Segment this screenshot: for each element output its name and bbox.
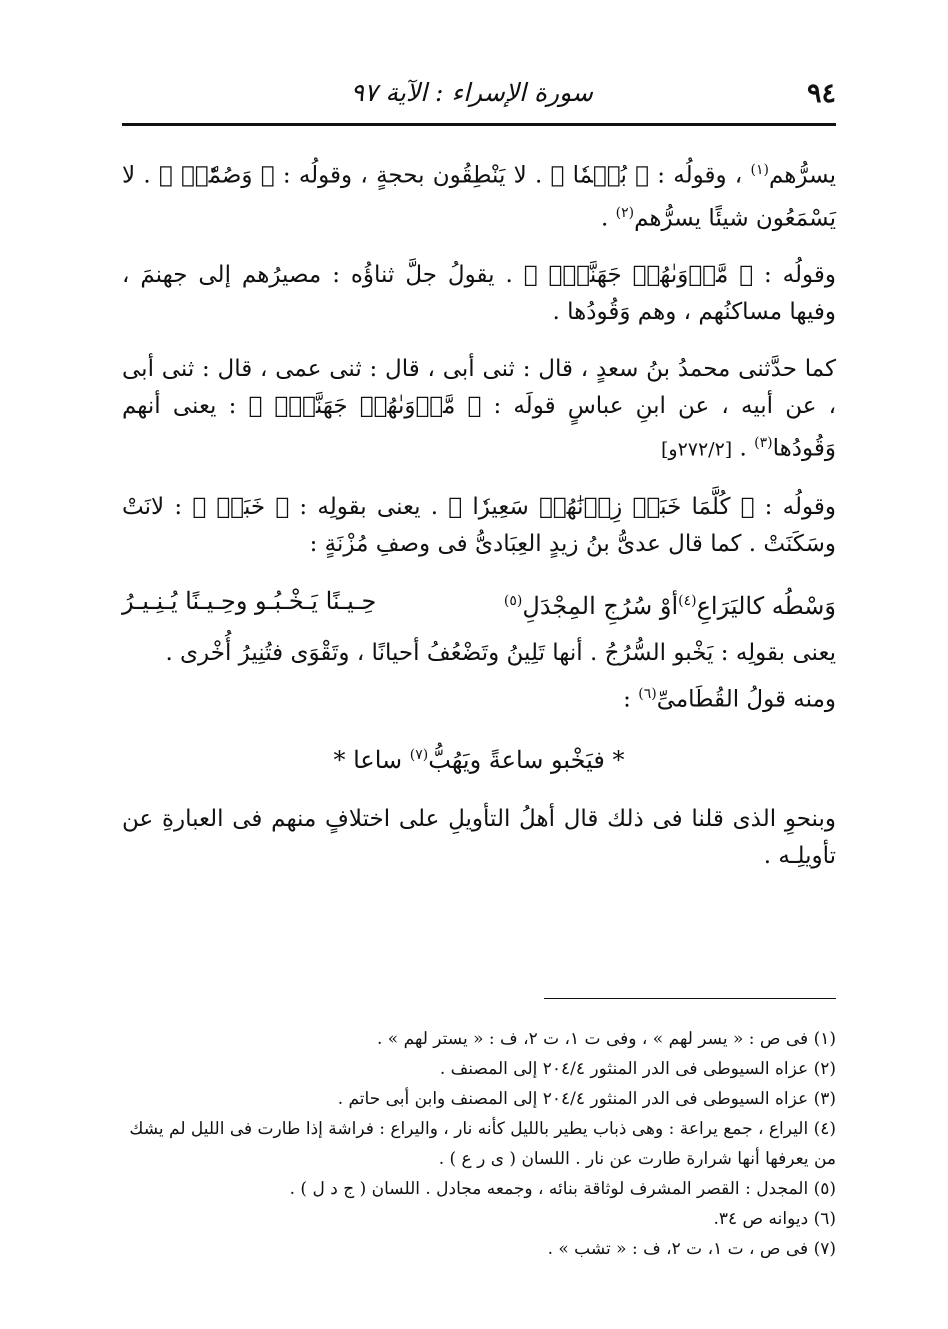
half-verse-end: ساعا * xyxy=(333,745,403,774)
footnote-ref-5: (٥) xyxy=(503,592,523,609)
verse-first-hemistich xyxy=(504,583,836,625)
footnote-ref-1: (١) xyxy=(750,162,769,178)
half-verse-start: * فيَخْبو ساعةً ويَهُبُّ xyxy=(428,745,625,774)
footnote-7: (٧) فى ص ، ت ١، ت ٢، ف : « تشب » . xyxy=(547,1239,836,1259)
paragraph-1-start: يسرُّهم xyxy=(768,162,837,189)
footnote-ref-7: (٧) xyxy=(409,746,429,763)
manuscript-reference: [٢٧٢/٢و] xyxy=(660,438,733,461)
paragraph-2: وقولُه : ﴿ مَّأۡوَىٰهُمۡ جَهَنَّمُۖ ﴾ . يقولُ جلَّ ثناؤُه : مصيرُهم إلى جهنمَ ، وفيها مساكنُهم ، وهم وَقُودُها . xyxy=(122,262,836,326)
running-header xyxy=(122,70,836,118)
verse-line xyxy=(122,583,836,625)
paragraph-1 xyxy=(122,152,836,237)
footnote-ref-2: (٢) xyxy=(615,204,635,221)
footnote-ref-4: (٤) xyxy=(678,592,697,609)
paragraph-3-end: . xyxy=(739,435,747,462)
header-title: سورة الإسراء : الآية ٩٧ xyxy=(350,78,593,107)
paragraph-7: وبنحوِ الذى قلنا فى ذلك قال أهلُ التأويلِ على اختلافٍ منهم فى العبارةِ عن تأويلِـه . xyxy=(122,805,836,869)
footnote-1: (١) فى ص : « يسر لهم » ، وفى ت ١، ت ٢، ف : « يستر لهم » . xyxy=(376,1029,836,1049)
footnote-6: (٦) ديوانه ص ٣٤. xyxy=(713,1209,836,1229)
verse-second-hemistich: حِـيـنًا يَـخْـبُـو وحِـيـنًا يُـنِـيـرُ xyxy=(122,586,377,615)
header-rule xyxy=(122,123,836,126)
paragraph-3 xyxy=(122,351,836,469)
footnote-3: (٣) عزاه السيوطى فى الدر المنثور ٢٠٤/٤ إلى المصنف وابن أبى حاتم . xyxy=(337,1089,836,1109)
footnote-4: (٤) اليراع ، جمع يراعة : وهى ذباب يطير بالليل كأنه نار ، واليراع : فراشة إذا طارت فى الليل لم يشك من يعرفها أنها شرارة طارت عن نار . اللسان ( ى ر ع ) . xyxy=(129,1119,836,1169)
footnote-ref-6: (٦) xyxy=(638,685,657,702)
footnote-ref-3: (٣) xyxy=(754,435,773,452)
paragraph-1-end: . xyxy=(600,205,609,232)
paragraph-1-middle: ، وقولُه : ﴿ بُكۡمٗا ﴾ . لا يَنْطِقُون بحجةٍ ، وقولُه : ﴿ وَصُمّٗاۖ ﴾ . لا يَسْمَعُون شيئًا يسرُّهم xyxy=(122,162,836,232)
footnotes-separator xyxy=(544,998,836,999)
footnote-2: (٢) عزاه السيوطى فى الدر المنثور ٢٠٤/٤ إلى المصنف . xyxy=(439,1059,836,1079)
footnote-5: (٥) المجدل : القصر المشرف لوثاقة بنائه ، وجمعه مجادل . اللسان ( ج د ل ) . xyxy=(289,1179,836,1199)
paragraph-4: وقولُه : ﴿ كُلَّمَا خَبَتۡ زِدۡنَٰهُمۡ سَعِيرٗا ﴾ . يعنى بقولِه : ﴿ خَبَتۡ ﴾ : لانَتْ وسَكَنَتْ . كما قال عدىُّ بنُ زيدٍ العِبَادىُّ فى وصفِ مُزْنَةٍ : xyxy=(122,493,836,557)
paragraph-6-colon: : xyxy=(623,686,631,713)
page-number: ٩٤ xyxy=(806,78,836,109)
verse-part-2: أوْ سُرُجِ المِجْدَلِ xyxy=(522,591,679,620)
half-verse xyxy=(122,737,836,779)
paragraph-3-text: كما حدَّثنى محمدُ بنُ سعدٍ ، قال : ثنى أبى ، قال : ثنى عمى ، قال : ثنى أبى ، عن أبيه ، عن ابنِ عباسٍ قولَه : ﴿ مَّأۡوَىٰهُمۡ جَهَنَّمُۖ ﴾ : يعنى أنهم وَقُودُها xyxy=(122,356,836,462)
footnotes xyxy=(122,1024,836,1264)
verse-part-1: وَسْطُه كاليَرَاعِ xyxy=(696,591,836,620)
paragraph-6-text: ومنه قولُ القُطَامىِّ xyxy=(656,686,836,713)
paragraph-5: يعنى بقولِه : يَخْبو السُّرُجُ . أنها تَلِينُ وتَضْعُفُ أحيانًا ، وتَقْوَى فتُنِيرُ أُخْرى . xyxy=(165,639,836,666)
main-text xyxy=(122,152,836,895)
paragraph-6 xyxy=(122,676,836,719)
